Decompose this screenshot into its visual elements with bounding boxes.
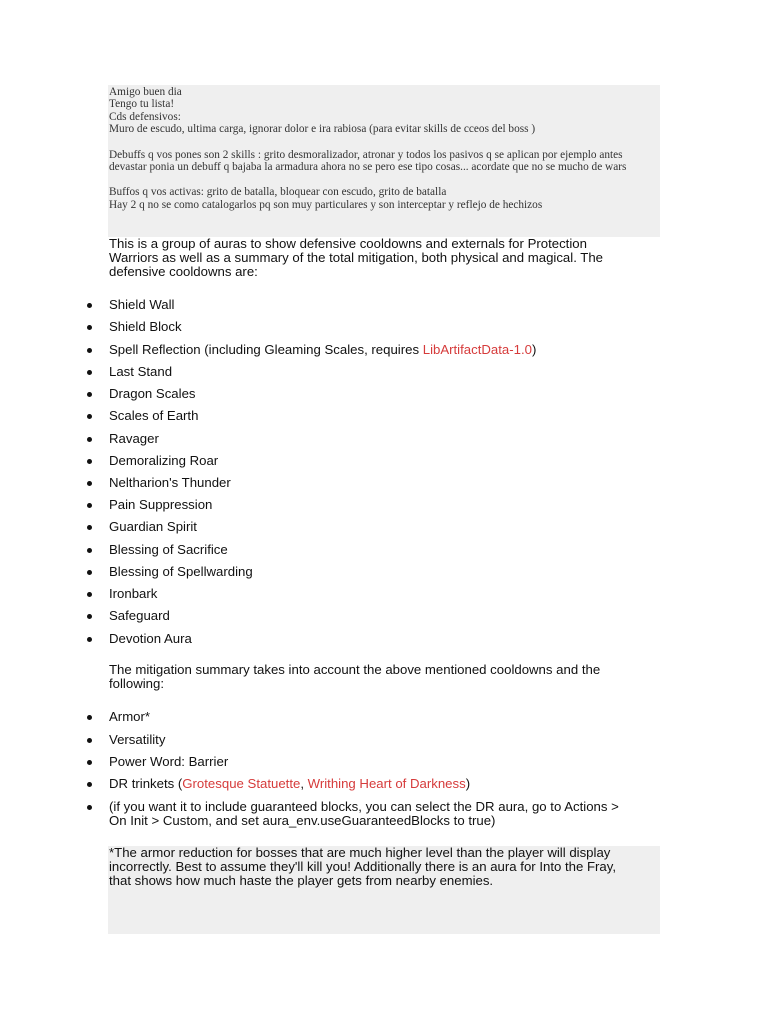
bullet-dot (87, 481, 92, 486)
spanish-note-box (108, 85, 660, 237)
bullet-dot (87, 525, 92, 530)
list-item-pain-suppression: Pain Suppression (109, 497, 213, 512)
bullet-dot (87, 637, 92, 642)
intro-paragraph (109, 237, 649, 280)
guaranteed-line: On Init > Custom, and set aura_env.useGuaranteedBlocks to true) (109, 813, 496, 829)
note-line: devastar ponia un debuff q bajaba la armadura ahora no se pero ese tipo cosas... acordate que no se mucho de wars (109, 161, 627, 174)
list-item-guaranteed-blocks (109, 800, 649, 828)
bullet-dot (87, 503, 92, 508)
intro-line: Warriors as well as a summary of the total mitigation, both physical and magical. The (109, 250, 604, 266)
note-line: Amigo buen dia (109, 86, 182, 98)
list-item-ironbark: Ironbark (109, 586, 158, 601)
note-line: Tengo tu lista! (109, 98, 175, 111)
spell-reflection-close: ) (531, 342, 537, 357)
list-item-devotion-aura: Devotion Aura (109, 631, 192, 646)
bullet-dot (87, 805, 92, 810)
list-item-guardian-spirit: Guardian Spirit (109, 519, 197, 534)
mitigation-line: The mitigation summary takes into account the above mentioned cooldowns and the (109, 662, 601, 677)
guaranteed-line: (if you want it to include guaranteed blocks, you can select the DR aura, go to Actions > (109, 799, 619, 814)
note-line: Debuffs q vos pones son 2 skills : grito desmoralizador, atronar y todos los pasivos q se aplican por ejemplo antes (109, 148, 623, 161)
note-line: Cds defensivos: (109, 110, 181, 123)
list-item-shield-block: Shield Block (109, 319, 182, 334)
list-item-versatility: Versatility (109, 732, 166, 747)
note-line: Muro de escudo, ultima carga, ignorar dolor e ira rabiosa (para evitar skills de cceos del boss ) (109, 123, 536, 136)
list-item-safeguard: Safeguard (109, 608, 170, 623)
mitigation-line: following: (109, 676, 164, 692)
list-item-dr-trinkets (109, 777, 649, 791)
list-item-scales-of-earth: Scales of Earth (109, 408, 199, 423)
footnote-line: incorrectly. Best to assume they'll kill you! Additionally there is an aura for Into the Fray, (109, 859, 617, 875)
list-item-ravager: Ravager (109, 431, 159, 446)
list-item-power-word-barrier: Power Word: Barrier (109, 754, 229, 769)
bullet-dot (87, 459, 92, 464)
footnote-line: that shows how much haste the player gets from nearby enemies. (109, 873, 494, 889)
dr-separator: , (300, 776, 308, 791)
list-item-neltharions-thunder: Neltharion's Thunder (109, 475, 231, 490)
bullet-dot (87, 592, 92, 597)
bullet-dot (87, 437, 92, 442)
list-item-shield-wall: Shield Wall (109, 297, 175, 312)
note-line: Hay 2 q no se como catalogarlos pq son muy particulares y son interceptar y reflejo de hechizos (109, 198, 543, 211)
list-item-blessing-of-spellwarding: Blessing of Spellwarding (109, 564, 253, 579)
bullet-dot (87, 370, 92, 375)
footnote-box (108, 846, 660, 934)
dr-trinkets-text: DR trinkets ( (109, 776, 183, 791)
bullet-dot (87, 348, 92, 353)
bullet-dot (87, 782, 92, 787)
bullet-dot (87, 570, 92, 575)
dr-close: ) (465, 776, 471, 791)
bullet-dot (87, 548, 92, 553)
list-item-demoralizing-roar: Demoralizing Roar (109, 453, 219, 468)
bullet-dot (87, 738, 92, 743)
bullet-dot (87, 760, 92, 765)
bullet-dot (87, 614, 92, 619)
list-item-dragon-scales: Dragon Scales (109, 386, 196, 401)
note-line: Buffos q vos activas: grito de batalla, bloquear con escudo, grito de batalla (109, 186, 447, 199)
intro-line: This is a group of auras to show defensive cooldowns and externals for Protection (109, 236, 587, 251)
intro-line: defensive cooldowns are: (109, 264, 258, 280)
list-item-last-stand: Last Stand (109, 364, 173, 379)
bullet-dot (87, 414, 92, 419)
footnote-line: *The armor reduction for bosses that are much higher level than the player will display (109, 845, 611, 860)
mitigation-paragraph (109, 663, 649, 691)
bullet-dot (87, 715, 92, 720)
writhing-heart-link[interactable]: Writhing Heart of Darkness (307, 776, 466, 791)
bullet-dot (87, 392, 92, 397)
bullet-dot (87, 303, 92, 308)
list-item-armor: Armor* (109, 709, 151, 724)
list-item-blessing-of-sacrifice: Blessing of Sacrifice (109, 542, 228, 557)
libartifactdata-link[interactable]: LibArtifactData-1.0 (422, 342, 532, 357)
spell-reflection-text: Spell Reflection (including Gleaming Scales, requires (109, 342, 423, 357)
grotesque-statuette-link[interactable]: Grotesque Statuette (182, 776, 301, 791)
list-item-spell-reflection (109, 343, 649, 357)
bullet-dot (87, 325, 92, 330)
